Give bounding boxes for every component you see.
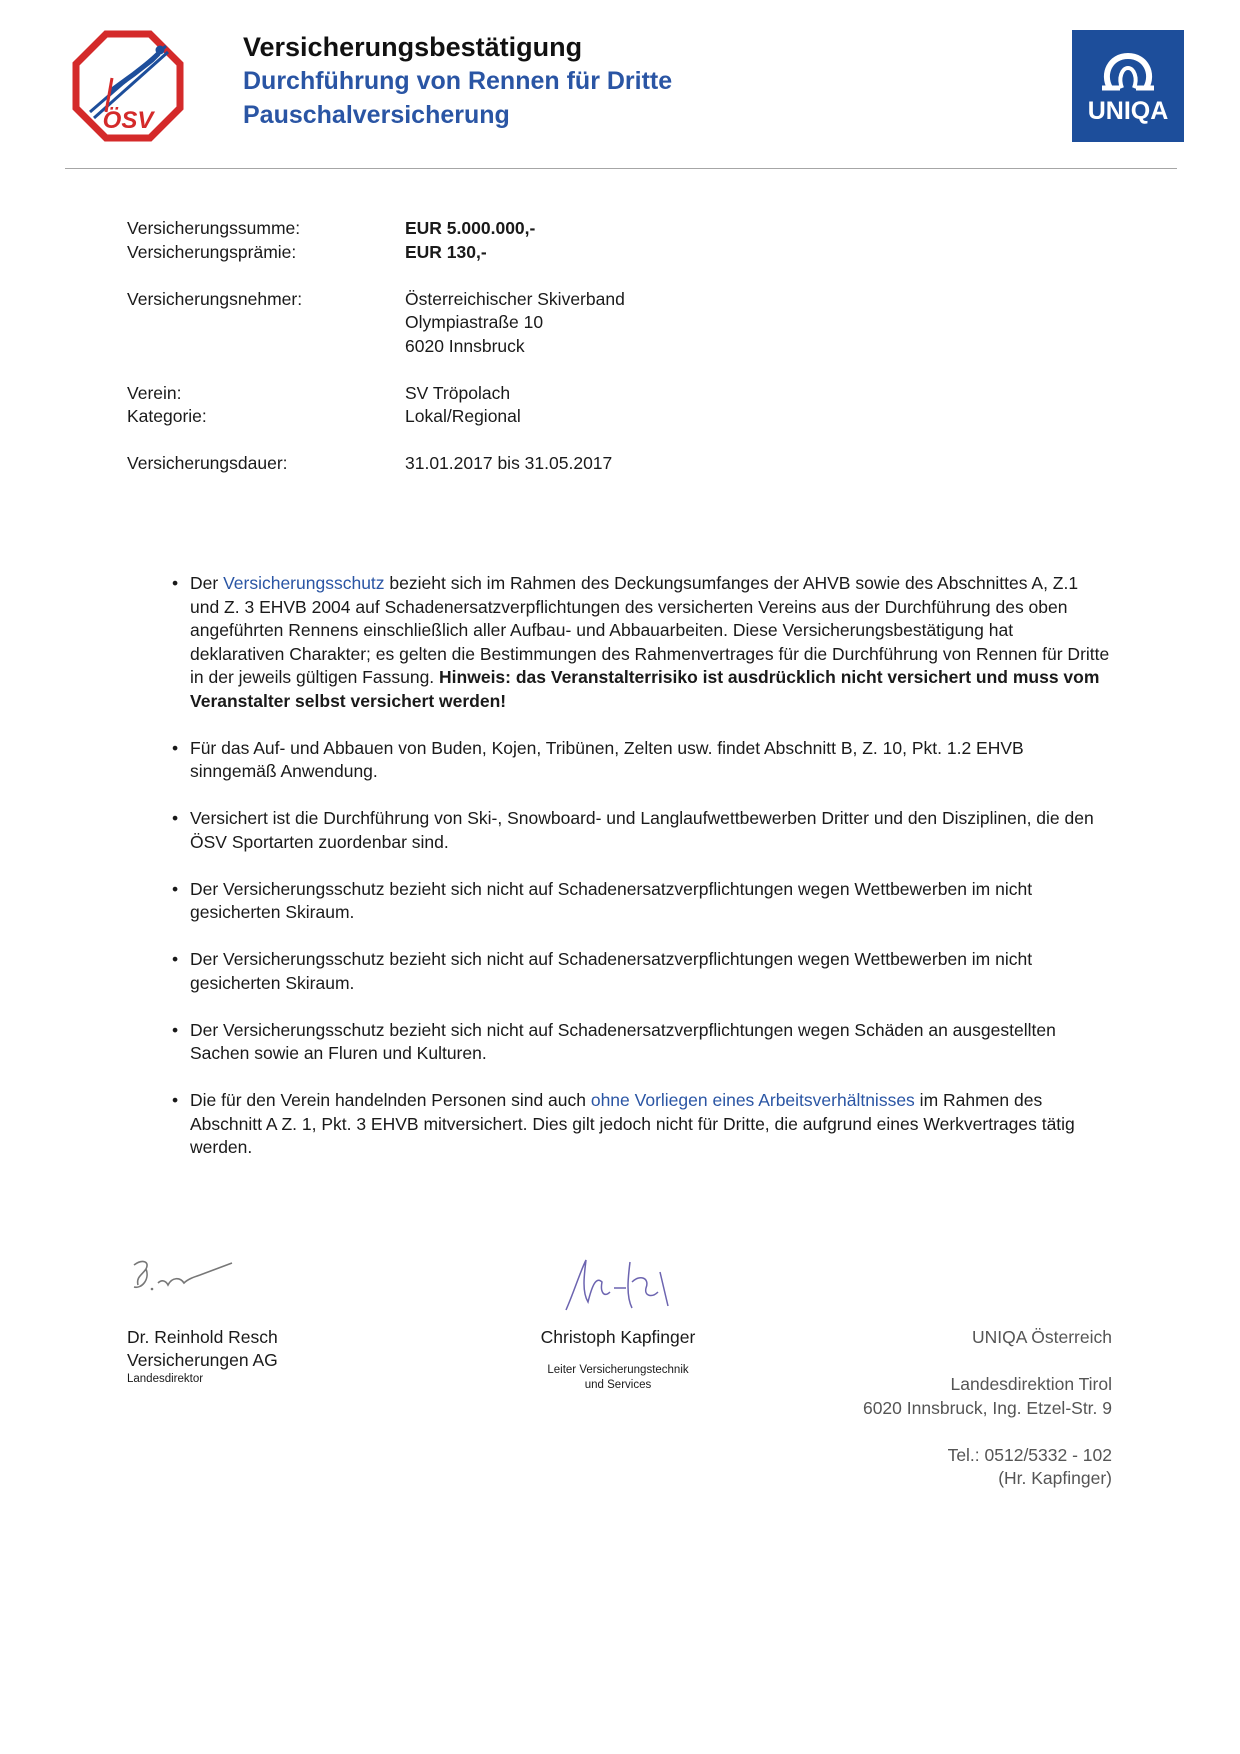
signatory-title: Landesdirektor — [127, 1373, 204, 1385]
bullet-icon: • — [172, 1090, 179, 1110]
bullet-icon: • — [172, 573, 179, 593]
list-item: • Der Versicherungsschutz bezieht sich nicht auf Schadenersatzverpflichtungen wegen Wettbewerben im nicht gesicherten Skiraum. — [172, 878, 1033, 922]
bullet-icon: • — [172, 1019, 179, 1040]
company-name: UNIQA Österreich — [971, 1327, 1112, 1347]
holder-street: Olympiastraße 10 — [405, 312, 544, 332]
company-contact — [820, 1326, 1112, 1491]
bullet-icon: • — [172, 808, 179, 828]
holder-city: 6020 Innsbruck — [405, 335, 525, 356]
sum-value: EUR 5.000.000,- — [405, 218, 536, 238]
page-subtitle-1: Durchführung von Rennen für Dritte — [243, 67, 673, 95]
page-subtitle-2: Pauschalversicherung — [243, 101, 510, 129]
list-item: • Der Versicherungsschutz bezieht sich im Rahmen des Deckungsumfanges der AHVB sowie des Abschnittes A, Z.1 und Z. 3 EHVB 2004 auf Schadenersatzverpflichtungen des versicherten Vereins aus der Durchführung des oben angeführten Rennens einschließlich aller Aufbau- und Abbauarbeiten. Diese Versicherungsbestätigung hat deklarativen Charakter; es gelten die Bestimmungen des Rahmenvertrages für die Durchführung von Rennen für Dritte in der jeweils gültigen Fassung. Hinweis: das Veranstalterrisiko ist ausdrücklich nicht versichert und muss vom Veranstalter selbst versichert werden! — [172, 573, 1110, 711]
header-divider — [65, 168, 1177, 169]
club-value: SV Tröpolach — [405, 382, 511, 403]
sum-label: Versicherungssumme: — [127, 218, 301, 238]
list-item: • Der Versicherungsschutz bezieht sich nicht auf Schadenersatzverpflichtungen wegen Schäden an ausgestellten Sachen sowie an Fluren und Kulturen. — [172, 1019, 1056, 1063]
phone-number: Tel.: 0512/5332 - 102 — [947, 1444, 1112, 1465]
notice-text: Hinweis: das Veranstalterrisiko ist ausdrücklich nicht versichert und muss vom Veranstalter selbst versichert werden! — [190, 667, 1100, 711]
premium-value: EUR 130,- — [405, 241, 487, 262]
list-item: • Für das Auf- und Abbauen von Buden, Kojen, Tribünen, Zelten usw. findet Abschnitt B, Z. 10, Pkt. 1.2 EHVB sinngemäß Anwendung. — [172, 737, 1024, 781]
signature-kapfinger — [560, 1252, 680, 1314]
premium-label: Versicherungsprämie: — [127, 241, 297, 262]
bullet-icon: • — [172, 737, 179, 758]
osv-logo-text: ÖSV — [102, 107, 154, 134]
club-label: Verein: — [127, 382, 182, 403]
holder-name: Österreichischer Skiverband — [405, 288, 625, 309]
signature-resch — [128, 1255, 238, 1295]
employment-link-text: ohne Vorliegen eines Arbeitsverhältnisses — [590, 1090, 915, 1110]
coverage-link-text: Versicherungsschutz — [223, 573, 385, 593]
category-label: Kategorie: — [127, 406, 207, 426]
bullet-icon: • — [172, 878, 179, 899]
signatory-name: Christoph Kapfinger — [540, 1327, 696, 1347]
bullet-icon: • — [172, 949, 179, 969]
signatory-resch — [127, 1326, 278, 1387]
office-address: 6020 Innsbruck, Ing. Etzel-Str. 9 — [862, 1397, 1112, 1418]
signatory-name: Dr. Reinhold Resch — [127, 1327, 278, 1347]
coverage-terms-list — [172, 572, 1112, 1183]
category-value: Lokal/Regional — [405, 406, 521, 426]
signatory-title-2: und Services — [584, 1379, 652, 1391]
list-item: • Der Versicherungsschutz bezieht sich nicht auf Schadenersatzverpflichtungen wegen Wettbewerben im nicht gesicherten Skiraum. — [172, 949, 1033, 993]
signatory-title: Leiter Versicherungstechnik — [547, 1364, 689, 1376]
duration-value: 31.01.2017 bis 31.05.2017 — [405, 453, 613, 473]
signatory-kapfinger — [518, 1326, 718, 1393]
uniqa-logo — [1072, 30, 1184, 142]
contact-person: (Hr. Kapfinger) — [998, 1468, 1112, 1488]
uniqa-logo-text: UNIQA — [1087, 97, 1169, 125]
header — [0, 0, 1240, 170]
duration-label: Versicherungsdauer: — [127, 453, 288, 473]
holder-label: Versicherungsnehmer: — [127, 288, 303, 309]
osv-logo — [72, 30, 184, 142]
title-block — [243, 30, 672, 132]
list-item: • Versichert ist die Durchführung von Ski-, Snowboard- und Langlaufwettbewerben Dritter und den Disziplinen, die den ÖSV Sportarten zuordenbar sind. — [172, 808, 1094, 852]
page-title: Versicherungsbestätigung — [243, 32, 583, 62]
list-item: • Die für den Verein handelnden Personen sind auch ohne Vorliegen eines Arbeitsverhältnisses im Rahmen des Abschnitt A Z. 1, Pkt. 3 EHVB mitversichert. Dies gilt jedoch nicht für Dritte, die aufgrund eines Werkvertrages tätig werden. — [172, 1090, 1075, 1157]
office-name: Landesdirektion Tirol — [950, 1374, 1112, 1394]
signatory-company: Versicherungen AG — [127, 1350, 278, 1370]
